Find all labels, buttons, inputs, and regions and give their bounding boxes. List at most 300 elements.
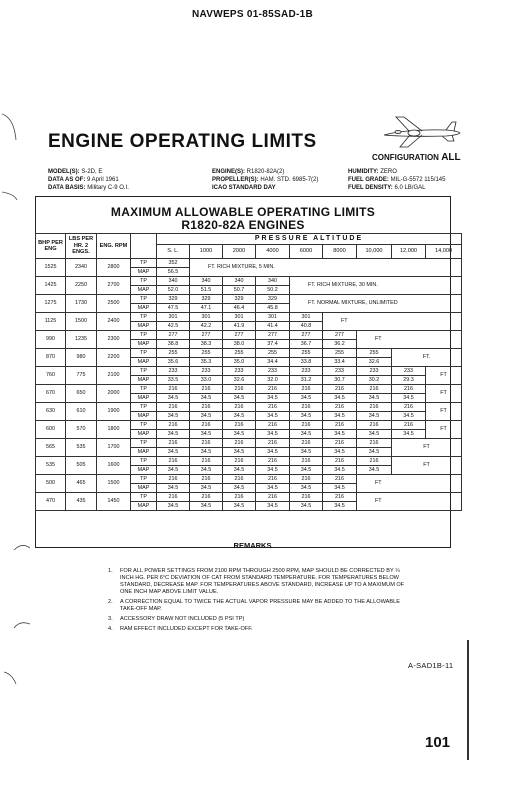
map-value-cell: 34.5 bbox=[256, 412, 290, 421]
lbs-cell: 465 bbox=[66, 475, 97, 493]
tp-value-cell: 216 bbox=[256, 385, 290, 394]
tp-value-cell: 216 bbox=[357, 421, 392, 430]
table-row bbox=[36, 385, 462, 394]
bhp-cell: 870 bbox=[36, 349, 66, 367]
tp-value-cell: 255 bbox=[290, 349, 323, 358]
tp-value-cell: 216 bbox=[290, 493, 323, 502]
map-value-cell: 32.6 bbox=[223, 376, 256, 385]
altitude-note-cell: FT bbox=[392, 457, 462, 475]
lbs-cell: 980 bbox=[66, 349, 97, 367]
configuration-label: CONFIGURATION ALL bbox=[372, 152, 461, 163]
tp-value-cell: 216 bbox=[323, 475, 357, 484]
tp-value-cell: 216 bbox=[323, 493, 357, 502]
remark-item bbox=[108, 568, 408, 596]
altitude-header-cell: 2000 bbox=[223, 245, 256, 259]
table-row bbox=[36, 421, 462, 430]
lbs-cell: 2340 bbox=[66, 259, 97, 277]
aircraft-icon bbox=[376, 113, 466, 153]
tp-value-cell: 216 bbox=[290, 403, 323, 412]
tp-value-cell: 329 bbox=[157, 295, 190, 304]
map-value-cell: 34.5 bbox=[290, 484, 323, 493]
map-value-cell: 40.8 bbox=[290, 322, 323, 331]
tp-value-cell: 233 bbox=[290, 367, 323, 376]
map-label: MAP bbox=[131, 394, 157, 403]
map-value-cell: 47.5 bbox=[157, 304, 190, 313]
tp-value-cell: 216 bbox=[223, 457, 256, 466]
map-value-cell: 34.5 bbox=[323, 412, 357, 421]
altitude-header-cell: 4000 bbox=[256, 245, 290, 259]
bhp-cell: 565 bbox=[36, 439, 66, 457]
tp-value-cell: 216 bbox=[157, 421, 190, 430]
tp-label: TP bbox=[131, 331, 157, 340]
tp-value-cell: 216 bbox=[223, 439, 256, 448]
bhp-cell: 500 bbox=[36, 475, 66, 493]
tp-label: TP bbox=[131, 295, 157, 304]
table-row bbox=[36, 367, 462, 376]
map-value-cell: 34.5 bbox=[223, 502, 256, 511]
table-row bbox=[36, 457, 462, 466]
meta-right: HUMIDITY: ZERO FUEL GRADE: MIL-G-5572 115/145 FUEL DENSITY: 6.0 LB/GAL bbox=[348, 169, 446, 191]
tp-value-cell: 216 bbox=[290, 475, 323, 484]
map-value-cell: 34.5 bbox=[323, 502, 357, 511]
rpm-cell: 2400 bbox=[97, 313, 131, 331]
map-value-cell: 34.5 bbox=[323, 430, 357, 439]
tp-value-cell: 216 bbox=[392, 403, 426, 412]
remark-number: 2. bbox=[108, 599, 113, 605]
tp-value-cell: 255 bbox=[190, 349, 223, 358]
remark-text: FOR ALL POWER SETTINGS FROM 2100 RPM THROUGH 2500 RPM, MAP SHOULD BE CORRECTED BY ¼ INCH HG. PER 6°C DEVIATION OF CAT FROM STANDARD TEMPERATURE. FOR TEMPERATURES BELOW STANDARD, DECREASE MAP. FOR TEMPERATURES ABOVE STANDARD, INCREASE UP TO A MAXIMUM OF ONE INCH MAP ABOVE LIMIT VALUE. bbox=[120, 568, 405, 595]
map-value-cell: 34.5 bbox=[357, 394, 392, 403]
map-value-cell: 34.5 bbox=[392, 412, 426, 421]
map-value-cell: 29.3 bbox=[392, 376, 426, 385]
map-value-cell: 34.5 bbox=[357, 430, 392, 439]
altitude-note-cell: FT bbox=[357, 475, 462, 493]
lbs-cell: 505 bbox=[66, 457, 97, 475]
tp-value-cell: 233 bbox=[323, 367, 357, 376]
tp-value-cell: 255 bbox=[323, 349, 357, 358]
tp-value-cell: 216 bbox=[223, 475, 256, 484]
rpm-cell: 2700 bbox=[97, 277, 131, 295]
map-value-cell: 50.7 bbox=[223, 286, 256, 295]
map-value-cell: 34.5 bbox=[290, 448, 323, 457]
tp-value-cell: 277 bbox=[190, 331, 223, 340]
altitude-note-cell: FT. bbox=[392, 349, 462, 367]
tp-value-cell: 216 bbox=[290, 439, 323, 448]
tp-value-cell: 216 bbox=[157, 475, 190, 484]
remark-number: 1. bbox=[108, 568, 113, 574]
map-value-cell: 31.2 bbox=[290, 376, 323, 385]
rpm-cell: 1500 bbox=[97, 475, 131, 493]
map-value-cell: 50.2 bbox=[256, 286, 290, 295]
map-label: MAP bbox=[131, 448, 157, 457]
remark-number: 3. bbox=[108, 616, 113, 622]
tp-value-cell: 216 bbox=[256, 493, 290, 502]
altitude-header-cell: 6000 bbox=[290, 245, 323, 259]
map-value-cell: 34.5 bbox=[323, 466, 357, 475]
map-value-cell: 42.5 bbox=[157, 322, 190, 331]
map-value-cell: 34.5 bbox=[392, 394, 426, 403]
map-value-cell: 30.2 bbox=[357, 376, 392, 385]
bhp-cell: 1525 bbox=[36, 259, 66, 277]
tp-value-cell: 216 bbox=[323, 385, 357, 394]
tp-value-cell: 216 bbox=[256, 475, 290, 484]
remarks-title: REMARKS bbox=[233, 541, 272, 550]
tp-label: TP bbox=[131, 259, 157, 268]
tp-value-cell: 340 bbox=[157, 277, 190, 286]
binder-mark bbox=[0, 606, 30, 646]
tp-value-cell: 216 bbox=[190, 457, 223, 466]
table-row bbox=[36, 475, 462, 484]
table-row bbox=[36, 439, 462, 448]
page-edge-mark bbox=[464, 640, 472, 760]
map-value-cell: 34.5 bbox=[223, 466, 256, 475]
map-label: MAP bbox=[131, 358, 157, 367]
map-value-cell: 32.0 bbox=[256, 376, 290, 385]
bhp-cell: 630 bbox=[36, 403, 66, 421]
figure-reference: A-SAD1B-11 bbox=[408, 661, 454, 670]
lbs-cell: 435 bbox=[66, 493, 97, 511]
table-row bbox=[36, 349, 462, 358]
tp-value-cell: 216 bbox=[157, 493, 190, 502]
tp-value-cell: 233 bbox=[357, 367, 392, 376]
tp-value-cell: 301 bbox=[256, 313, 290, 322]
tp-value-cell: 329 bbox=[223, 295, 256, 304]
tp-value-cell: 277 bbox=[290, 331, 323, 340]
rpm-cell: 1600 bbox=[97, 457, 131, 475]
map-value-cell: 34.5 bbox=[157, 484, 190, 493]
altitude-note-cell: FT bbox=[392, 439, 462, 457]
map-value-cell: 34.5 bbox=[357, 466, 392, 475]
map-value-cell: 34.5 bbox=[323, 448, 357, 457]
remark-text: ACCESSORY DRAW NOT INCLUDED (5 PSI TP) bbox=[120, 616, 245, 622]
binder-mark bbox=[0, 660, 20, 700]
altitude-header-cell: 12,000 bbox=[392, 245, 426, 259]
tp-value-cell: 216 bbox=[392, 385, 426, 394]
lbs-cell: 535 bbox=[66, 439, 97, 457]
map-label: MAP bbox=[131, 304, 157, 313]
tp-value-cell: 216 bbox=[157, 457, 190, 466]
map-value-cell: 30.7 bbox=[323, 376, 357, 385]
map-value-cell: 34.5 bbox=[290, 430, 323, 439]
bhp-cell: 670 bbox=[36, 385, 66, 403]
tp-value-cell: 233 bbox=[223, 367, 256, 376]
lbs-cell: 570 bbox=[66, 421, 97, 439]
tp-label: TP bbox=[131, 403, 157, 412]
table-row bbox=[36, 313, 462, 322]
map-value-cell: 34.5 bbox=[256, 448, 290, 457]
map-value-cell: 34.5 bbox=[223, 430, 256, 439]
altitude-header-cell: 8000 bbox=[323, 245, 357, 259]
tp-value-cell: 216 bbox=[223, 421, 256, 430]
tp-value-cell: 301 bbox=[290, 313, 323, 322]
map-label: MAP bbox=[131, 340, 157, 349]
lbs-cell: 1235 bbox=[66, 331, 97, 349]
altitude-note-cell: FT bbox=[426, 367, 462, 385]
tp-value-cell: 216 bbox=[223, 493, 256, 502]
map-value-cell: 33.5 bbox=[157, 376, 190, 385]
table-row bbox=[36, 277, 462, 286]
altitude-header-cell: 10,000 bbox=[357, 245, 392, 259]
tp-value-cell: 255 bbox=[223, 349, 256, 358]
map-value-cell: 34.5 bbox=[223, 394, 256, 403]
altitude-header-cell: 14,000 bbox=[426, 245, 462, 259]
map-label: MAP bbox=[131, 376, 157, 385]
map-value-cell: 47.1 bbox=[190, 304, 223, 313]
map-value-cell: 34.5 bbox=[190, 448, 223, 457]
remark-text: A CORRECTION EQUAL TO TWICE THE ACTUAL VAPOR PRESSURE MAY BE ADDED TO THE ALLOWABLE TAKE-OFF MAP. bbox=[120, 599, 400, 612]
rpm-cell: 2000 bbox=[97, 385, 131, 403]
altitude-note-cell: FT bbox=[426, 385, 462, 403]
map-value-cell: 34.5 bbox=[223, 448, 256, 457]
map-value-cell: 34.5 bbox=[256, 484, 290, 493]
tp-label: TP bbox=[131, 475, 157, 484]
map-value-cell: 34.5 bbox=[190, 466, 223, 475]
tp-value-cell: 216 bbox=[223, 403, 256, 412]
rpm-cell: 2500 bbox=[97, 295, 131, 313]
tp-label: TP bbox=[131, 349, 157, 358]
tp-value-cell: 301 bbox=[157, 313, 190, 322]
table-row bbox=[36, 403, 462, 412]
map-value-cell: 34.5 bbox=[290, 502, 323, 511]
tp-value-cell: 216 bbox=[290, 421, 323, 430]
altitude-note-cell: FT bbox=[323, 313, 462, 331]
bhp-cell: 535 bbox=[36, 457, 66, 475]
map-value-cell: 34.5 bbox=[290, 412, 323, 421]
tp-value-cell: 233 bbox=[392, 367, 426, 376]
tp-value-cell: 216 bbox=[157, 439, 190, 448]
altitude-note-cell: FT. NORMAL MIXTURE, UNLIMITED bbox=[290, 295, 462, 313]
rpm-cell: 2800 bbox=[97, 259, 131, 277]
tp-value-cell: 216 bbox=[357, 457, 392, 466]
remark-item bbox=[108, 626, 408, 633]
map-value-cell: 34.5 bbox=[323, 484, 357, 493]
tp-label: TP bbox=[131, 367, 157, 376]
tp-label: TP bbox=[131, 313, 157, 322]
lbs-cell: 650 bbox=[66, 385, 97, 403]
altitude-header-cell: 1000 bbox=[190, 245, 223, 259]
tp-value-cell: 216 bbox=[357, 439, 392, 448]
altitude-note-cell: FT bbox=[357, 331, 462, 349]
rpm-cell: 2100 bbox=[97, 367, 131, 385]
tp-value-cell: 216 bbox=[190, 403, 223, 412]
map-label: MAP bbox=[131, 322, 157, 331]
map-label: MAP bbox=[131, 412, 157, 421]
map-value-cell: 46.4 bbox=[223, 304, 256, 313]
document-number-header: NAVWEPS 01-85SAD-1B bbox=[191, 9, 314, 20]
map-value-cell: 36.2 bbox=[323, 340, 357, 349]
tp-value-cell: 233 bbox=[157, 367, 190, 376]
table-row bbox=[36, 493, 462, 502]
tp-value-cell: 216 bbox=[357, 403, 392, 412]
map-value-cell: 34.5 bbox=[256, 394, 290, 403]
map-value-cell: 34.5 bbox=[157, 466, 190, 475]
altitude-note-cell: FT. RICH MIXTURE, 5 MIN. bbox=[190, 259, 462, 277]
column-header-lbs: LBS PER HR. 2 ENGS. bbox=[66, 234, 97, 259]
altitude-note-cell: FT bbox=[426, 421, 462, 439]
bhp-cell: 1125 bbox=[36, 313, 66, 331]
map-label: MAP bbox=[131, 430, 157, 439]
map-value-cell: 41.4 bbox=[256, 322, 290, 331]
map-value-cell: 34.5 bbox=[256, 466, 290, 475]
tp-value-cell: 216 bbox=[190, 421, 223, 430]
altitude-header-cell: S. L. bbox=[157, 245, 190, 259]
bhp-cell: 470 bbox=[36, 493, 66, 511]
tp-label: TP bbox=[131, 457, 157, 466]
table-row bbox=[36, 331, 462, 340]
map-label: MAP bbox=[131, 286, 157, 295]
remark-number: 4. bbox=[108, 626, 113, 632]
tp-value-cell: 301 bbox=[190, 313, 223, 322]
map-label: MAP bbox=[131, 268, 157, 277]
bhp-cell: 1425 bbox=[36, 277, 66, 295]
pressure-altitude-header: PRESSURE ALTITUDE bbox=[157, 234, 462, 245]
map-value-cell: 38.0 bbox=[223, 340, 256, 349]
map-value-cell: 34.5 bbox=[223, 412, 256, 421]
tp-value-cell: 216 bbox=[392, 421, 426, 430]
remark-item bbox=[108, 599, 408, 613]
map-value-cell: 33.4 bbox=[323, 358, 357, 367]
map-value-cell: 34.5 bbox=[190, 484, 223, 493]
map-value-cell: 33.8 bbox=[290, 358, 323, 367]
map-value-cell: 34.5 bbox=[157, 394, 190, 403]
map-value-cell: 34.5 bbox=[157, 502, 190, 511]
map-label: MAP bbox=[131, 484, 157, 493]
map-value-cell: 34.5 bbox=[223, 484, 256, 493]
map-value-cell: 52.0 bbox=[157, 286, 190, 295]
map-value-cell: 34.5 bbox=[190, 412, 223, 421]
tp-value-cell: 352 bbox=[157, 259, 190, 268]
map-value-cell: 34.5 bbox=[357, 412, 392, 421]
tp-value-cell: 216 bbox=[323, 421, 357, 430]
map-value-cell: 34.5 bbox=[392, 430, 426, 439]
rpm-cell: 1450 bbox=[97, 493, 131, 511]
column-header-rpm: ENG. RPM bbox=[97, 234, 131, 259]
lbs-cell: 775 bbox=[66, 367, 97, 385]
tp-value-cell: 216 bbox=[256, 403, 290, 412]
tp-label: TP bbox=[131, 385, 157, 394]
map-value-cell: 34.5 bbox=[290, 394, 323, 403]
binder-mark bbox=[0, 110, 20, 150]
tp-value-cell: 216 bbox=[290, 385, 323, 394]
column-header-bhp: BHP PER ENG bbox=[36, 234, 66, 259]
tp-value-cell: 216 bbox=[190, 385, 223, 394]
page-title: ENGINE OPERATING LIMITS bbox=[48, 131, 317, 152]
lbs-cell: 1500 bbox=[66, 313, 97, 331]
lbs-cell: 1730 bbox=[66, 295, 97, 313]
bhp-cell: 990 bbox=[36, 331, 66, 349]
tp-value-cell: 329 bbox=[190, 295, 223, 304]
map-value-cell: 42.2 bbox=[190, 322, 223, 331]
tp-value-cell: 340 bbox=[190, 277, 223, 286]
tp-value-cell: 255 bbox=[256, 349, 290, 358]
map-value-cell: 38.3 bbox=[190, 340, 223, 349]
map-value-cell: 56.5 bbox=[157, 268, 190, 277]
tp-value-cell: 216 bbox=[190, 475, 223, 484]
map-value-cell: 35.3 bbox=[190, 358, 223, 367]
table-row bbox=[36, 259, 462, 268]
map-value-cell: 37.4 bbox=[256, 340, 290, 349]
tp-value-cell: 233 bbox=[190, 367, 223, 376]
tp-value-cell: 216 bbox=[323, 439, 357, 448]
map-value-cell: 34.5 bbox=[256, 502, 290, 511]
tp-label: TP bbox=[131, 493, 157, 502]
map-value-cell: 34.5 bbox=[190, 394, 223, 403]
page-number: 101 bbox=[425, 734, 451, 751]
map-value-cell: 34.5 bbox=[190, 502, 223, 511]
bhp-cell: 600 bbox=[36, 421, 66, 439]
tp-value-cell: 216 bbox=[223, 385, 256, 394]
tp-label: TP bbox=[131, 439, 157, 448]
column-header-blank bbox=[131, 234, 157, 259]
map-value-cell: 34.4 bbox=[256, 358, 290, 367]
bhp-cell: 1275 bbox=[36, 295, 66, 313]
map-label: MAP bbox=[131, 466, 157, 475]
tp-value-cell: 216 bbox=[157, 385, 190, 394]
map-value-cell: 35.0 bbox=[223, 358, 256, 367]
tp-value-cell: 216 bbox=[190, 493, 223, 502]
map-value-cell: 34.5 bbox=[190, 430, 223, 439]
meta-left: MODEL(S): S-2D, E DATA AS OF: 9 April 1961 DATA BASIS: Military C-9 O.I. bbox=[48, 169, 129, 191]
map-value-cell: 41.9 bbox=[223, 322, 256, 331]
map-value-cell: 35.6 bbox=[157, 358, 190, 367]
table-row bbox=[36, 295, 462, 304]
map-value-cell: 38.8 bbox=[157, 340, 190, 349]
table-title: MAXIMUM ALLOWABLE OPERATING LIMITS R1820-82A ENGINES bbox=[110, 205, 376, 232]
remark-text: RAM EFFECT INCLUDED EXCEPT FOR TAKE-OFF. bbox=[120, 626, 253, 632]
map-value-cell: 34.5 bbox=[157, 412, 190, 421]
lbs-cell: 610 bbox=[66, 403, 97, 421]
engine-limits-table bbox=[35, 233, 462, 511]
map-value-cell: 33.0 bbox=[190, 376, 223, 385]
tp-value-cell: 340 bbox=[256, 277, 290, 286]
tp-value-cell: 277 bbox=[157, 331, 190, 340]
bhp-cell: 760 bbox=[36, 367, 66, 385]
map-value-cell: 34.5 bbox=[290, 466, 323, 475]
tp-value-cell: 329 bbox=[256, 295, 290, 304]
map-value-cell: 45.8 bbox=[256, 304, 290, 313]
map-label: MAP bbox=[131, 502, 157, 511]
map-value-cell: 34.5 bbox=[357, 448, 392, 457]
remarks-list bbox=[108, 568, 408, 636]
tp-value-cell: 255 bbox=[157, 349, 190, 358]
tp-value-cell: 277 bbox=[323, 331, 357, 340]
map-value-cell: 51.5 bbox=[190, 286, 223, 295]
tp-value-cell: 216 bbox=[256, 439, 290, 448]
tp-label: TP bbox=[131, 421, 157, 430]
tp-value-cell: 340 bbox=[223, 277, 256, 286]
tp-value-cell: 216 bbox=[190, 439, 223, 448]
map-value-cell: 34.5 bbox=[157, 448, 190, 457]
lbs-cell: 2250 bbox=[66, 277, 97, 295]
limits-table-body bbox=[36, 259, 462, 511]
map-value-cell: 32.6 bbox=[357, 358, 392, 367]
tp-value-cell: 301 bbox=[223, 313, 256, 322]
binder-mark bbox=[0, 188, 20, 228]
tp-label: TP bbox=[131, 277, 157, 286]
tp-value-cell: 277 bbox=[223, 331, 256, 340]
tp-value-cell: 216 bbox=[357, 385, 392, 394]
map-value-cell: 34.5 bbox=[323, 394, 357, 403]
rpm-cell: 1800 bbox=[97, 421, 131, 439]
rpm-cell: 1900 bbox=[97, 403, 131, 421]
map-value-cell: 34.5 bbox=[256, 430, 290, 439]
tp-value-cell: 216 bbox=[323, 403, 357, 412]
remark-item bbox=[108, 616, 408, 623]
tp-value-cell: 216 bbox=[290, 457, 323, 466]
rpm-cell: 2200 bbox=[97, 349, 131, 367]
rpm-cell: 2300 bbox=[97, 331, 131, 349]
altitude-note-cell: FT bbox=[357, 493, 462, 511]
